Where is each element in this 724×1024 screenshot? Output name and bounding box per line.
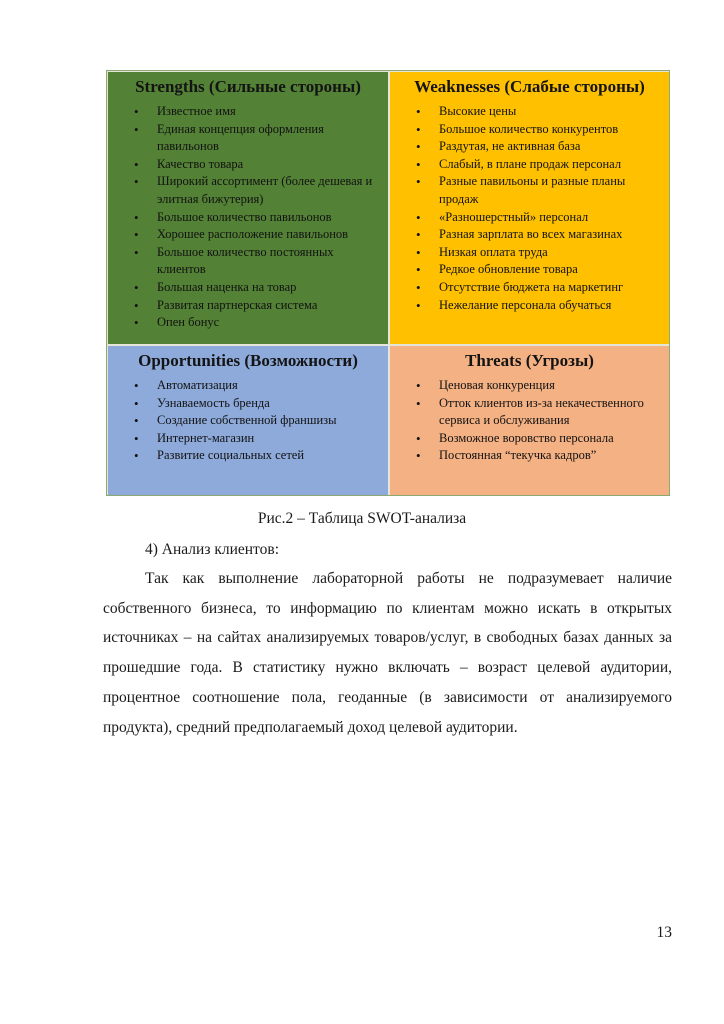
swot-table	[106, 70, 670, 496]
weakness-item: • Высокие цены	[390, 103, 669, 121]
opportunities-quadrant	[108, 346, 388, 495]
threats-list	[390, 377, 669, 465]
strength-item: • Широкий ассортимент (более дешевая и элитная бижутерия)	[108, 173, 388, 208]
weakness-item: • Разная зарплата во всех магазинах	[390, 226, 669, 244]
opportunity-item: • Развитие социальных сетей	[108, 447, 388, 465]
opportunities-list	[108, 377, 388, 465]
strength-item: • Опен бонус	[108, 314, 388, 332]
strength-item: • Хорошее расположение павильонов	[108, 226, 388, 244]
body-paragraph: Так как выполнение лабораторной работы не подразумевает наличие собственного бизнеса, то информацию по клиентам можно искать в открытых источниках – на сайтах анализируемых товаров/услуг, в свободных базах данных за прошедшие года. В статистику нужно включать – возраст целевой аудитории, процентное соотношение пола, геоданные (в зависимости от анализируемого продукта), средний предполагаемый доход целевой аудитории.	[103, 570, 672, 736]
threat-item: • Ценовая конкуренция	[390, 377, 669, 395]
strength-item: • Большая наценка на товар	[108, 279, 388, 297]
weaknesses-quadrant	[390, 72, 669, 344]
opportunity-item: • Создание собственной франшизы	[108, 412, 388, 430]
threats-quadrant	[390, 346, 669, 495]
strength-item: • Единая концепция оформления павильонов	[108, 121, 388, 156]
threat-item: • Возможное воровство персонала	[390, 430, 669, 448]
weaknesses-list	[390, 103, 669, 314]
figure-caption: Рис.2 – Таблица SWOT-анализа	[257, 510, 467, 527]
strengths-title: Strengths (Сильные стороны)	[135, 77, 361, 96]
strength-item: • Большое количество постоянных клиентов	[108, 244, 388, 279]
threats-title: Threats (Угрозы)	[465, 351, 594, 370]
threat-item: • Отток клиентов из-за некачественного сервиса и обслуживания	[390, 395, 669, 430]
weakness-item: • Низкая оплата труда	[390, 244, 669, 262]
section-heading: 4) Анализ клиентов:	[145, 541, 279, 558]
page-number: 13	[656, 924, 672, 941]
strengths-quadrant	[108, 72, 388, 344]
strengths-list	[108, 103, 388, 332]
weakness-item: • Нежелание персонала обучаться	[390, 297, 669, 315]
strength-item: • Большое количество павильонов	[108, 209, 388, 227]
strength-item: • Качество товара	[108, 156, 388, 174]
weakness-item: • Большое количество конкурентов	[390, 121, 669, 139]
weakness-item: • Раздутая, не активная база	[390, 138, 669, 156]
weakness-item: • Отсутствие бюджета на маркетинг	[390, 279, 669, 297]
weakness-item: • Слабый, в плане продаж персонал	[390, 156, 669, 174]
opportunities-title: Opportunities (Возможности)	[138, 351, 358, 370]
weakness-item: • Разные павильоны и разные планы продаж	[390, 173, 669, 208]
weakness-item: • «Разношерстный» персонал	[390, 209, 669, 227]
weakness-item: • Редкое обновление товара	[390, 261, 669, 279]
opportunity-item: • Узнаваемость бренда	[108, 395, 388, 413]
strength-item: • Развитая партнерская система	[108, 297, 388, 315]
strength-item: • Известное имя	[108, 103, 388, 121]
opportunity-item: • Интернет-магазин	[108, 430, 388, 448]
opportunity-item: • Автоматизация	[108, 377, 388, 395]
weaknesses-title: Weaknesses (Слабые стороны)	[414, 77, 645, 96]
threat-item: • Постоянная “текучка кадров”	[390, 447, 669, 465]
